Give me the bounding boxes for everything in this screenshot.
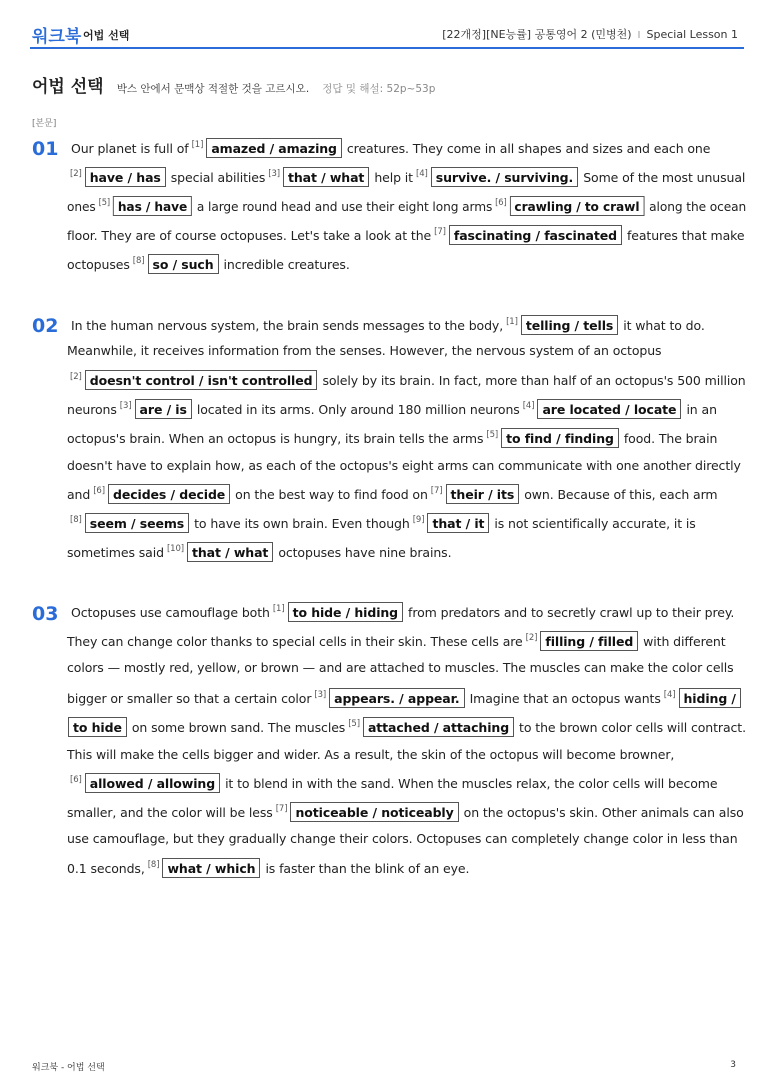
choice-box[interactable]: noticeable / noticeably <box>290 802 458 822</box>
choice-box[interactable]: doesn't control / isn't controlled <box>85 370 318 390</box>
choice-box[interactable]: what / which <box>162 858 260 878</box>
passage-line: Our planet is full of [1] amazed / amazing creatures. They come in all shapes and sizes and each one <box>71 140 711 156</box>
passage-line: and [6] decides / decide on the best way to find food on [7] their / its own. Because of this, each arm <box>67 486 718 502</box>
passage-number: 02 <box>32 315 59 337</box>
passage-line: Meanwhile, it receives information from the senses. However, the nervous system of an octopus <box>67 343 662 358</box>
lesson-name: Special Lesson 1 <box>646 28 738 41</box>
choice-box[interactable]: so / such <box>148 254 219 274</box>
passage-line: bigger or smaller so that a certain color [3] appears. / appear. Imagine that an octopus wants [4] hiding / <box>67 688 746 708</box>
passage-line: [6] allowed / allowing it to blend in with the sand. When the muscles relax, the color cells will become <box>70 775 718 791</box>
passage-line: Octopuses use camouflage both [1] to hide / hiding from predators and to secretly crawl up to their prey. <box>71 604 735 620</box>
passage-line: In the human nervous system, the brain sends messages to the body, [1] telling / tells it what to do. <box>71 317 705 333</box>
passage-number: 01 <box>32 138 59 160</box>
choice-box[interactable]: hiding / <box>679 688 741 708</box>
passage-line: This will make the cells bigger and wider. As a result, the skin of the octopus will become browner, <box>67 747 675 762</box>
choice-box[interactable]: that / what <box>283 167 369 187</box>
choice-box[interactable]: telling / tells <box>521 315 618 335</box>
header-separator: I <box>637 30 641 41</box>
passage-line: use camouflage, but they gradually change their colors. Octopuses can completely change color in less than <box>67 831 738 846</box>
text-label: [본문] <box>32 119 57 129</box>
passage-line: smaller, and the color will be less [7] noticeable / noticeably on the octopus's skin. Other animals can also <box>67 804 744 820</box>
choice-box[interactable]: allowed / allowing <box>85 773 220 793</box>
passage-line: They can change color thanks to special cells in their skin. These cells are [2] filling / filled with different <box>67 633 726 649</box>
brand-title: 워크북 <box>32 27 82 47</box>
course-name: [22개정][NE능률] 공통영어 2 (민병천) <box>442 28 632 41</box>
passage-line: neurons [3] are / is located in its arms. Only around 180 million neurons [4] are located / locate in an <box>67 401 717 417</box>
course-info <box>442 26 738 42</box>
choice-box[interactable]: to hide <box>68 717 127 737</box>
passage-line: [2] doesn't control / isn't controlled solely by its brain. In fact, more than half of an octopus's 500 million <box>70 372 746 388</box>
choice-box[interactable]: has / have <box>113 196 192 216</box>
choice-box[interactable]: are located / locate <box>537 399 681 419</box>
choice-box[interactable]: are / is <box>135 399 192 419</box>
passage-number: 03 <box>32 603 59 625</box>
choice-box[interactable]: that / what <box>187 542 273 562</box>
choice-box[interactable]: to find / finding <box>501 428 619 448</box>
page-header <box>0 0 768 50</box>
choice-box[interactable]: seem / seems <box>85 513 189 533</box>
choice-box[interactable]: crawling / to crawl <box>510 196 645 216</box>
page-number: 3 <box>730 1060 736 1070</box>
passage-line: octopus's brain. When an octopus is hungry, its brain tells the arms [5] to find / finding food. The brain <box>67 430 718 446</box>
passage-line: [8] seem / seems to have its own brain. Even though [9] that / it is not scientifically accurate, it is <box>70 515 696 531</box>
brand-subtitle: 어법 선택 <box>83 29 130 42</box>
answer-reference: 정답 및 해설: 52p~53p <box>322 83 436 95</box>
passage-line: floor. They are of course octopuses. Let's take a look at the [7] fascinating / fascinated features that make <box>67 227 745 243</box>
footer-title: 워크북 - 어법 선택 <box>32 1063 105 1073</box>
choice-box[interactable]: have / has <box>85 167 166 187</box>
section-title-row <box>32 72 435 97</box>
choice-box[interactable]: appears. / appear. <box>329 688 464 708</box>
choice-box[interactable]: fascinating / fascinated <box>449 225 622 245</box>
passage-line: to hide on some brown sand. The muscles [5] attached / attaching to the brown color cells will contract. <box>67 717 746 737</box>
passage-line: doesn't have to explain how, as each of the octopus's eight arms can communicate with one another directly <box>67 458 741 473</box>
section-title: 어법 선택 <box>32 77 104 97</box>
passage-line: colors — mostly red, yellow, or brown — and are attached to muscles. The muscles can make the color cells <box>67 660 734 675</box>
instruction-text: 박스 안에서 문맥상 적절한 것을 고르시오. <box>116 83 310 95</box>
header-divider <box>30 47 744 49</box>
choice-box[interactable]: to hide / hiding <box>288 602 403 622</box>
choice-box[interactable]: amazed / amazing <box>206 138 342 158</box>
passage-line: ones [5] has / have a large round head and use their eight long arms [6] crawling / to crawl along the ocean <box>67 198 747 214</box>
passage-line: sometimes said [10] that / what octopuses have nine brains. <box>67 544 452 560</box>
choice-box[interactable]: filling / filled <box>540 631 638 651</box>
choice-box[interactable]: survive. / surviving. <box>431 167 578 187</box>
choice-box[interactable]: that / it <box>427 513 489 533</box>
choice-box[interactable]: their / its <box>446 484 520 504</box>
passage-line: octopuses [8] so / such incredible creatures. <box>67 256 350 272</box>
passage-line: [2] have / has special abilities [3] that / what help it [4] survive. / surviving. Some of the most unusual <box>70 169 746 185</box>
choice-box[interactable]: decides / decide <box>108 484 230 504</box>
choice-box[interactable]: attached / attaching <box>363 717 514 737</box>
passage-line: 0.1 seconds, [8] what / which is faster than the blink of an eye. <box>67 860 470 876</box>
